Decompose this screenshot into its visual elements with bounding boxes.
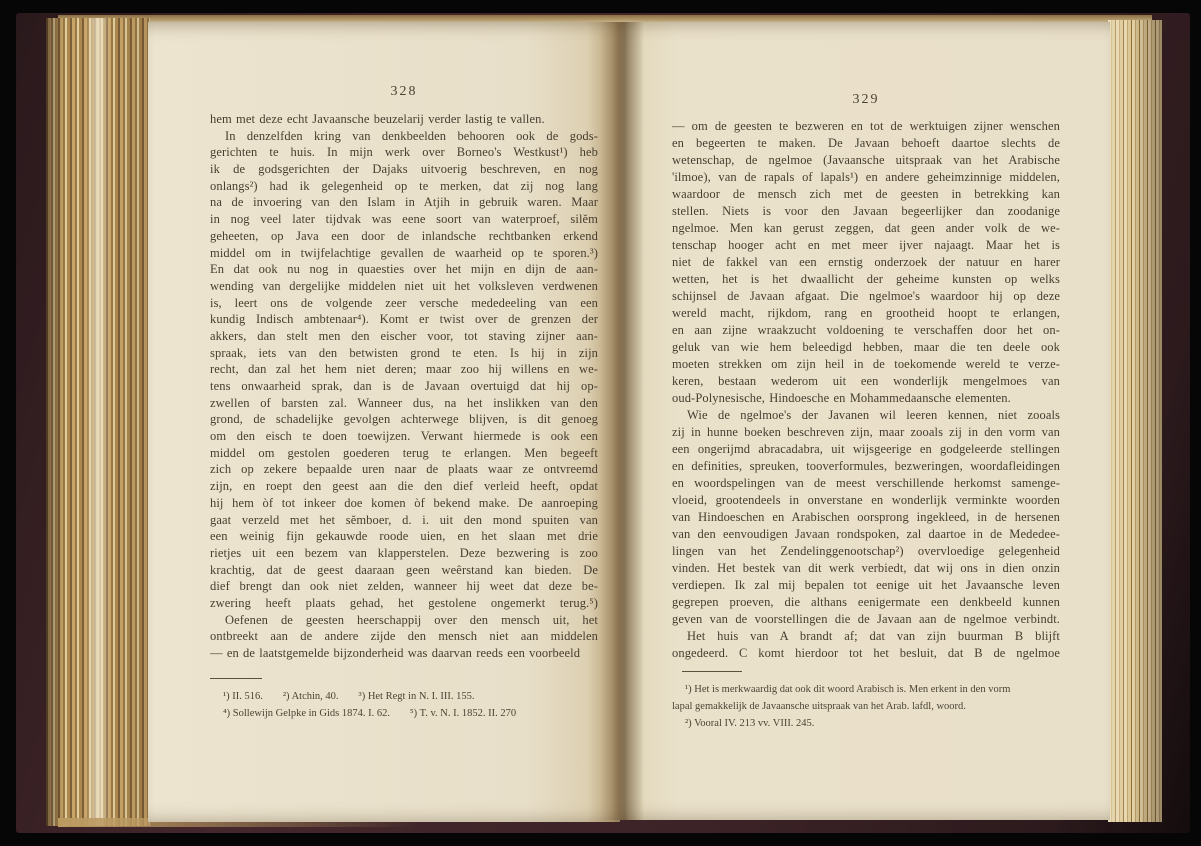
text-line: zij in hunne boeken beschreven zijn, maar zooals zij in den vorm van [672, 425, 1060, 439]
text-line: ngelmoe. Men kan gerust zeggen, dat geen ander volk de we- [672, 221, 1060, 235]
footnote-text: ³) Het Regt in N. I. III. 155. [358, 691, 475, 702]
text-line: middel om in twijfelachtige gevallen de waarheid op te sporen.³) [210, 245, 598, 260]
left-page [148, 22, 620, 822]
text-line: hem met deze echt Javaansche beuzelarij verder lastig te vallen. [210, 112, 545, 126]
text-line: gaat verzeld met het sĕmboer, d. i. uit den mond spuiten van [210, 512, 598, 527]
page-edges-left [46, 18, 150, 826]
text-line: en aan zijne wraakzucht voldoening te verschaffen door het on- [672, 323, 1060, 337]
text-line: recht, dan zal het hem niet deren; maar zoo hij willens en we- [210, 362, 598, 377]
footnote-rule-left [210, 678, 262, 679]
text-line: hij hem òf tot inkeer doe komen òf bekend make. De aanroeping [210, 495, 598, 510]
text-line: en definities, spreuken, tooverformules, bezweringen, woordafleidingen [672, 459, 1060, 473]
footnote-text: ²) Atchin, 40. [282, 691, 339, 702]
text-line: na de invoering van den Islam in Atjih in gebruik waren. Maar [210, 195, 598, 210]
left-page-text [210, 111, 598, 662]
text-line: schijnsel de Javaan afgaat. Die ngelmoe's waardoor hij op deze [672, 289, 1060, 303]
footnote-text: ¹) Het is merkwaardig dat ook dit woord Arabisch is. Men erkent in den vorm [685, 684, 1011, 695]
text-line: Oefenen de geesten heerschappij over den mensch uit, het [225, 612, 598, 627]
text-line: En dat ook nu nog in quaesties over het mijn en dijn de aan- [210, 262, 598, 277]
page-edges-right [1108, 20, 1162, 822]
text-line: stellen. Niets is voor den Javaan begeerlijker dan zoodanige [672, 204, 1060, 218]
text-line: keren, bestaan wederom uit een wonderlijk mengelmoes van [672, 374, 1060, 388]
text-line: Het huis van A brandt af; dat van zijn buurman B blijft [687, 629, 1060, 643]
text-line: gegrepen proeven, die althans eenigermate een denkbeeld kunnen [672, 595, 1060, 609]
text-line: kundig Indisch ambtenaar⁴). Komt er twist over de grenzen der [210, 312, 598, 327]
text-line: lingen van het Zendelinggenootschap²) overvloedige gelegenheid [672, 544, 1060, 558]
text-line: geluk van wie hem beleedigd hebben, maar die ten deele ook [672, 340, 1060, 354]
right-page-footnotes [672, 681, 1060, 732]
text-line: middel om gestolen goederen terug te erlangen. Men begeeft [210, 445, 598, 460]
footnote-line [672, 715, 1060, 732]
text-line: geheeten, op Java een door de inlandsche rechtbanken erkend [210, 228, 598, 243]
footnote-text: ²) Vooral IV. 213 vv. VIII. 245. [685, 718, 815, 729]
text-line: Wie de ngelmoe's der Javanen wil leeren kennen, niet zooals [687, 408, 1060, 422]
text-line: een weinig fijn gekauwde roode uien, en het slaan met drie [210, 529, 598, 544]
text-line: zwering heeft plaats gehad, het gestolene ongemerkt terug.⁵) [210, 595, 598, 610]
text-line: tens onwaarheid sprak, dan is de Javaan overtuigd dat hij op- [210, 379, 598, 393]
text-line: wetenschap, de ngelmoe (Javaansche uitspraak van het Arabische [672, 153, 1060, 167]
text-line: niet de fakkel van een ernstig onderzoek der natuur en harer [672, 255, 1060, 269]
text-line: van Hindoeschen en Arabischen oorsprong ingekleed, in de hersenen [672, 510, 1060, 524]
right-page [620, 22, 1110, 820]
text-line: en begeerten te maken. De Javaan behoeft daartoe slechts de [672, 136, 1060, 150]
text-line: moeten strekken om zijn heil in de toekomende wereld te verze- [672, 357, 1060, 371]
text-line: — en de laatstgemelde bijzonderheid was daarvan reeds een voorbeeld [210, 646, 581, 660]
text-line: wereld macht, rijkdom, rang en grootheid hoopt te erlangen, [672, 306, 1060, 320]
footnote-text: ⁵) T. v. N. I. 1852. II. 270 [409, 708, 517, 719]
text-line: 'ilmoe), van de rapals of lapals¹) en andere geheimzinnige middelen, [672, 170, 1060, 184]
text-line: en woordspelingen van de meest verschillende herkomst samenge- [672, 476, 1060, 490]
footnote-text: lapal gemakkelijk de Javaansche uitspraak van het Arab. lafdl, woord. [672, 701, 966, 712]
text-line: tenschap hooger acht en met meer ijver najaagt. Maar het is [672, 238, 1060, 252]
page-number-left: 328 [390, 84, 418, 99]
text-line: gerichten te huis. In mijn werk over Borneo's Westkust¹) heb [210, 145, 598, 160]
footnote-text: ¹) II. 516. [223, 691, 263, 702]
text-line: van den eenvoudigen Javaan rondspoken, zal daartoe in de Mededee- [672, 527, 1060, 541]
text-line: rietjes uit een bezem van klapperstelen. Deze bezwering is zoo [210, 545, 598, 560]
footnote-line [210, 705, 598, 722]
text-line: zijn, en roept den geest aan die den dief verleid heeft, opdat [210, 479, 598, 494]
text-line: grond, de schadelijke gevolgen achterwege blijven, is dit genoeg [210, 412, 598, 427]
text-line: vinden. Het bestek van dit werk verbiedt, dat wij ons in dien onzin [672, 561, 1060, 575]
text-line: akkers, dan stelt men den eischer voor, tot staving zijner aan- [210, 328, 598, 343]
text-line: ik de godsgerichten der Dajaks uitvoerig beschreven, en nog [210, 162, 598, 177]
footnote-rule-right [682, 671, 742, 672]
text-line: ongedeerd. C komt hierdoor tot het besluit, dat B de ngelmoe [672, 646, 1060, 660]
text-line: — om de geesten te bezweren en tot de werktuigen zijner wenschen [672, 119, 1060, 133]
text-line: In denzelfden kring van denkbeelden behooren ook de gods- [225, 128, 598, 143]
text-line: verdiepen. Ik zal mij bepalen tot eenige uit het Javaansche leven [672, 578, 1060, 592]
text-line: zich op zekere bepaalde uren naar de plaats waar ze ontvreemd [210, 462, 598, 477]
text-line: geven van de voorstellingen die de Javaan aan de ngelmoe verbindt. [672, 612, 1060, 626]
text-line: in nog veel later tijdvak was eene soort van waterproef, silĕm [210, 212, 598, 227]
text-line: een ongerijmd abracadabra, uit wijsgeerige en godgeleerde stellingen [672, 442, 1060, 456]
text-line: waardoor de mensch zich met de geesten in betrekking kan [672, 187, 1060, 201]
text-line: oud-Polynesische, Hindoesche en Mohammedaansche elementen. [672, 391, 1011, 405]
footnote-line [672, 698, 1060, 715]
text-line: zwellen of barsten zal. Wanneer dus, na het inslikken van den [210, 395, 598, 410]
text-line: om den eisch te doen toewijzen. Verwant hiermede is ook een [210, 429, 598, 444]
text-line: is, leert ons de volgende zeer versche mededeeling van een [210, 295, 598, 310]
text-line: wetten, het is het dwaallicht der geheime kunsten op welks [672, 272, 1060, 286]
footnote-line [672, 681, 1060, 698]
text-line: ontbreekt aan de andere zijde den mensch niet aan middelen [210, 629, 598, 644]
text-line: spraak, iets van den betwisten grond te eten. Is hij in zijn [210, 345, 598, 360]
page-number-right: 329 [852, 92, 880, 107]
text-line: wending van dergelijke middelen niet uit het volksleven verdwenen [210, 278, 598, 293]
footnote-text: ⁴) Sollewijn Gelpke in Gids 1874. I. 62. [223, 708, 390, 719]
text-line: vloeid, grootendeels in onverstane en wonderlijk verminkte woorden [672, 493, 1060, 507]
right-page-text [672, 118, 1060, 662]
left-page-footnotes [210, 688, 598, 722]
footnote-line [210, 688, 598, 705]
text-line: dief brengt dan ook niet zelden, wanneer hij weet dat deze be- [210, 579, 598, 594]
text-line: onlangs²) had ik gelegenheid op te merken, dat zij nog lang [210, 178, 598, 193]
text-line: krachtig, dat de geest daaraan geen weêrstand kan bieden. De [210, 562, 598, 577]
